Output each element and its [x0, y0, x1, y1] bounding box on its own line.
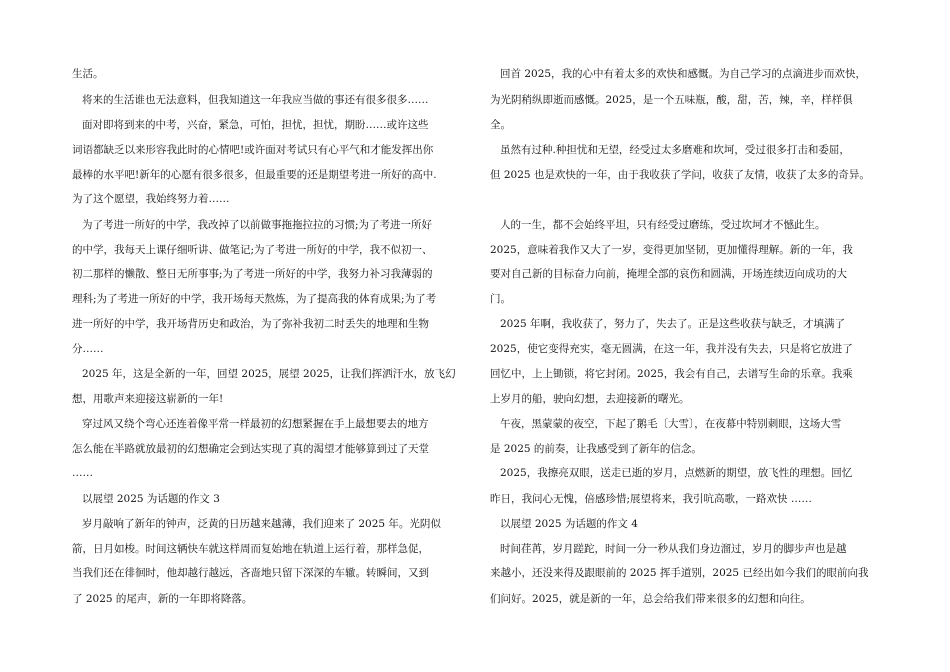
text-line: 初二那样的懒散、整日无所事事;为了考进一所好的中学，我努力补习我薄弱的 [72, 268, 433, 280]
text-line: 人的一生，都不会始终平坦，只有经受过磨练，受过坎坷才不憾此生。 [500, 219, 826, 231]
text-line: 要对自己新的目标奋力向前，掩埋全部的哀伤和圆满，开场连续迈向成功的大 [490, 268, 847, 280]
section-heading: 以展望 2025 为话题的作文 3 [82, 493, 220, 505]
text-line: 2025 年啊，我收获了，努力了，失去了。正是这些收获与缺乏，才填满了 [500, 318, 846, 330]
text-line: 进一所好的中学，我开场背历史和政治，为了弥补我初二时丢失的地理和生物 [72, 318, 429, 330]
section-heading: 以展望 2025 为话题的作文 4 [500, 518, 638, 530]
text-line: 虽然有过种.种担忧和无望，经受过太多磨难和坎坷，受过很多打击和委屈， [500, 144, 850, 156]
text-line: 午夜，黑蒙蒙的夜空，下起了鹅毛〔大雪〕，在夜幕中特别刺眼，这场大雪 [500, 418, 842, 430]
text-line: 想，用歌声来迎接这崭新的一年! [72, 393, 224, 405]
text-line: 穿过风又绕个弯心还连着像平常一样最初的幻想紧握在手上最想要去的地方 [82, 418, 429, 430]
text-line: 2025，我擦亮双眼，送走已逝的岁月，点燃新的期望，放飞性的理想。回忆 [500, 467, 853, 479]
text-line: 岁月敲响了新年的钟声，泛黄的日历越来越薄，我们迎来了 2025 年。光阴似 [82, 518, 441, 530]
text-line: 理科;为了考进一所好的中学，我开场每天熬炼，为了提高我的体育成果;为了考 [72, 293, 437, 305]
text-line: 为了考进一所好的中学，我改掉了以前做事拖拖拉拉的习惯;为了考进一所好 [82, 219, 433, 231]
text-line: 最棒的水平吧!新年的心愿有很多很多，但最重要的还是期望考进一所好的高中. [72, 169, 437, 181]
text-line: 2025 年，这是全新的一年，回望 2025，展望 2025，让我们挥洒汗水，放飞幻 [82, 368, 456, 380]
text-line: 怎么能在半路就放最初的幻想确定会到达实现了真的渴望才能够算到过了天堂 [72, 443, 429, 455]
text-line: …… [72, 467, 93, 479]
text-line: 来越小，还没来得及跟眼前的 2025 挥手道别，2025 已经出如今我们的眼前向我 [490, 567, 869, 579]
text-line: 全。 [490, 119, 511, 131]
text-line: 回首 2025，我的心中有着太多的欢快和感慨。为自己学习的点滴进步而欢快， [500, 68, 867, 80]
text-line: 时间荏苒，岁月蹉跎，时间一分一秒从我们身边溜过，岁月的脚步声也是越 [500, 543, 847, 555]
text-line: 为光阴稍纵即逝而感慨。2025，是一个五味瓶，酸，甜，苦，辣，辛，样样俱 [490, 94, 853, 106]
text-line: 箭，日月如梭。时间这辆快车就这样周而复始地在轨道上运行着，那样急促， [72, 543, 429, 555]
text-line: 但 2025 也是欢快的一年，由于我收获了学问，收获了友情，收获了太多的奇异。 [490, 169, 870, 181]
text-line: 们问好。2025，就是新的一年，总会给我们带来很多的幻想和向往。 [490, 593, 811, 605]
text-line: 了 2025 的尾声，新的一年即将降落。 [72, 593, 253, 605]
text-line: 分…… [72, 343, 104, 355]
text-line: 生活。 [72, 68, 104, 80]
text-line: 2025，意味着我作又大了一岁，变得更加坚韧，更加懂得理解。新的一年，我 [490, 244, 853, 256]
text-line: 回忆中，上上锄锁，将它封闭。2025，我会有自己，去谱写生命的乐章。我乘 [490, 368, 853, 380]
text-line: 2025，使它变得充实，毫无圆满，在这一年，我并没有失去，只是将它放进了 [490, 343, 853, 355]
text-line: 是 2025 的前奏，让我感受到了新年的信念。 [490, 443, 702, 455]
text-line: 当我们还在徘徊时，他却越行越远，吝啬地只留下深深的车辙。转瞬间，又到 [72, 567, 429, 579]
text-line: 昨日，我问心无愧，倍感珍惜;展望将来，我引吭高歌，一路欢快 …… [490, 493, 812, 505]
text-line: 门。 [490, 293, 511, 305]
text-line: 上岁月的船，驶向幻想，去迎接新的曙光。 [490, 393, 690, 405]
text-line: 词语都缺乏以来形容我此时的心情吧!或许面对考试只有心平气和才能发挥出你 [72, 144, 434, 156]
text-line: 的中学，我每天上课仔细听讲、做笔记;为了考进一所好的中学，我不似初一、 [72, 244, 433, 256]
text-line: 为了这个愿望，我始终努力着…… [72, 193, 230, 205]
text-line: 将来的生活谁也无法意料，但我知道这一年我应当做的事还有很多很多…… [82, 94, 429, 106]
text-line: 面对即将到来的中考，兴奋，紧急，可怕，担忧，担忧，期盼……或许这些 [82, 119, 429, 131]
